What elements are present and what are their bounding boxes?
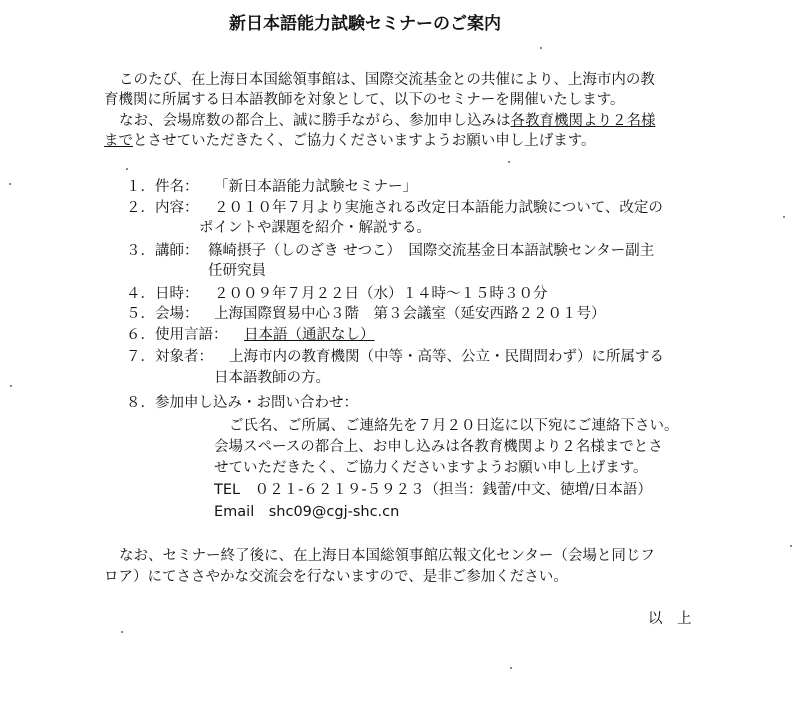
scan-speck <box>10 385 12 387</box>
underlined-note-end: まで <box>104 133 133 149</box>
item-8-line-3: せていただきたく、ご協力くださいますようお願い申し上げます。 <box>214 460 648 476</box>
intro-line-3: なお、会場席数の都合上、誠に勝手ながら、参加申し込みは各教育機関より２名様 <box>119 113 656 129</box>
closing-mark: 以 上 <box>648 611 692 627</box>
item-3-label: ３．講師： <box>126 243 199 259</box>
scan-speck <box>508 161 510 163</box>
item-8-line-2: 会場スペースの都合上、お申し込みは各教育機関より２名様までとさ <box>214 439 663 455</box>
scan-speck <box>126 168 128 170</box>
item-3-value-line-1: 篠崎摂子（しのざき せつこ） 国際交流基金日本語試験センター副主 <box>208 243 655 259</box>
item-1-value: 「新日本語能力試験セミナー」 <box>214 179 417 195</box>
item-2-value-line-1: ２０１０年７月より実施される改定日本語能力試験について、改定の <box>214 200 663 216</box>
item-7-value-line-1: 上海市内の教育機関（中等・高等、公立・民間問わず）に所属する <box>229 349 664 365</box>
contact-email: Email shc09@cgj-shc.cn <box>214 504 400 520</box>
scan-speck <box>790 545 792 547</box>
item-5-value: 上海国際貿易中心３階 第３会議室（延安西路２２０１号） <box>214 306 606 322</box>
item-4-label: ４．日時： <box>126 286 199 302</box>
closing-line-1: なお、セミナー終了後に、在上海日本国総領事館広報文化センター（会場と同じフ <box>119 548 655 564</box>
item-3-value-line-2: 任研究員 <box>208 263 266 279</box>
underlined-note: 各教育機関より２名様 <box>510 113 656 129</box>
item-2-value-line-2: ポイントや課題を紹介・解説する。 <box>199 220 431 236</box>
item-2-label: ２．内容： <box>126 200 199 216</box>
scan-speck <box>9 183 11 185</box>
item-1-label: １．件名： <box>126 179 199 195</box>
scan-speck <box>540 47 542 49</box>
item-7-value-line-2: 日本語教師の方。 <box>214 370 330 386</box>
scan-speck <box>783 216 785 218</box>
closing-line-2: ロア）にてささやかな交流会を行ないますので、是非ご参加ください。 <box>104 569 568 585</box>
intro-line-1: このたび、在上海日本国総領事館は、国際交流基金との共催により、上海市内の教 <box>119 72 655 88</box>
item-8-line-1: ご氏名、ご所属、ご連絡先を７月２０日迄に以下宛にご連絡下さい。 <box>229 418 679 434</box>
item-6-value: 日本語（通訳なし） <box>244 327 375 343</box>
scan-speck <box>510 667 512 669</box>
item-4-value: ２００９年７月２２日（水）１４時～１５時３０分 <box>214 286 548 302</box>
item-5-label: ５．会場： <box>126 306 199 322</box>
document-title: 新日本語能力試験セミナーのご案内 <box>229 14 501 34</box>
item-8-label: ８．参加申し込み・お問い合わせ： <box>126 395 358 411</box>
scan-speck <box>121 631 123 633</box>
item-7-label: ７．対象者： <box>126 349 213 365</box>
intro-line-4: までとさせていただきたく、ご協力くださいますようお願い申し上げます。 <box>104 133 596 149</box>
item-6-label: ６．使用言語： <box>126 327 228 343</box>
intro-line-2: 育機関に所属する日本語教師を対象として、以下のセミナーを開催いたします。 <box>104 92 625 108</box>
contact-tel: TEL ０２１-６２１９-５９２３（担当：銭蕾/中文、徳増/日本語） <box>214 482 652 498</box>
